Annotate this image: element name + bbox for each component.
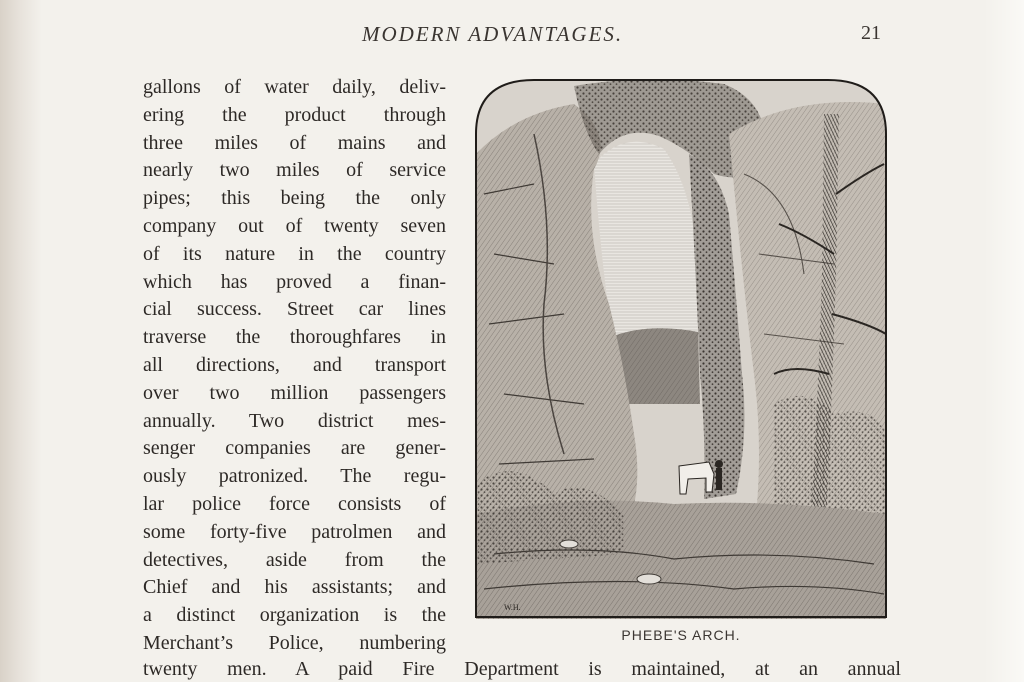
text-line: over two million passengers [143,381,446,404]
engraving-illustration [474,74,888,619]
text-line: detectives, aside from the [143,548,446,571]
text-line: annually. Two district mes- [143,409,446,432]
page-gutter-shadow [0,0,42,682]
text-line: which has proved a finan- [143,270,446,293]
text-line: nearly two miles of service [143,159,446,182]
text-line: senger companies are gener- [143,437,446,460]
text-line: pipes; this being the only [143,187,446,210]
text-line: ering the product through [143,103,446,126]
text-line-full-width: twenty men. A paid Fire Department is maintained, at an annual [143,658,901,680]
text-line: of its nature in the country [143,242,446,265]
running-head: MODERN ADVANTAGES. [362,22,624,46]
text-line: Merchant’s Police, numbering [143,631,446,654]
text-line: three miles of mains and [143,131,446,154]
text-line: all directions, and transport [143,353,446,376]
text-line: company out of twenty seven [143,214,446,237]
artist-initials: W.H. [504,603,521,612]
text-line: ously patronized. The regu- [143,465,446,488]
text-line: Chief and his assistants; and [143,576,446,599]
page-number: 21 [861,22,881,44]
text-line: traverse the thoroughfares in [143,326,446,349]
page-edge [984,0,1024,682]
body-text-column [143,74,446,658]
text-line: a distinct organization is the [143,604,446,627]
figure-caption: PHEBE'S ARCH. [621,627,741,643]
text-line: gallons of water daily, deliv- [143,76,446,98]
text-line: cial success. Street car lines [143,298,446,321]
text-line: some forty-five patrolmen and [143,520,446,543]
text-line: lar police force consists of [143,492,446,515]
